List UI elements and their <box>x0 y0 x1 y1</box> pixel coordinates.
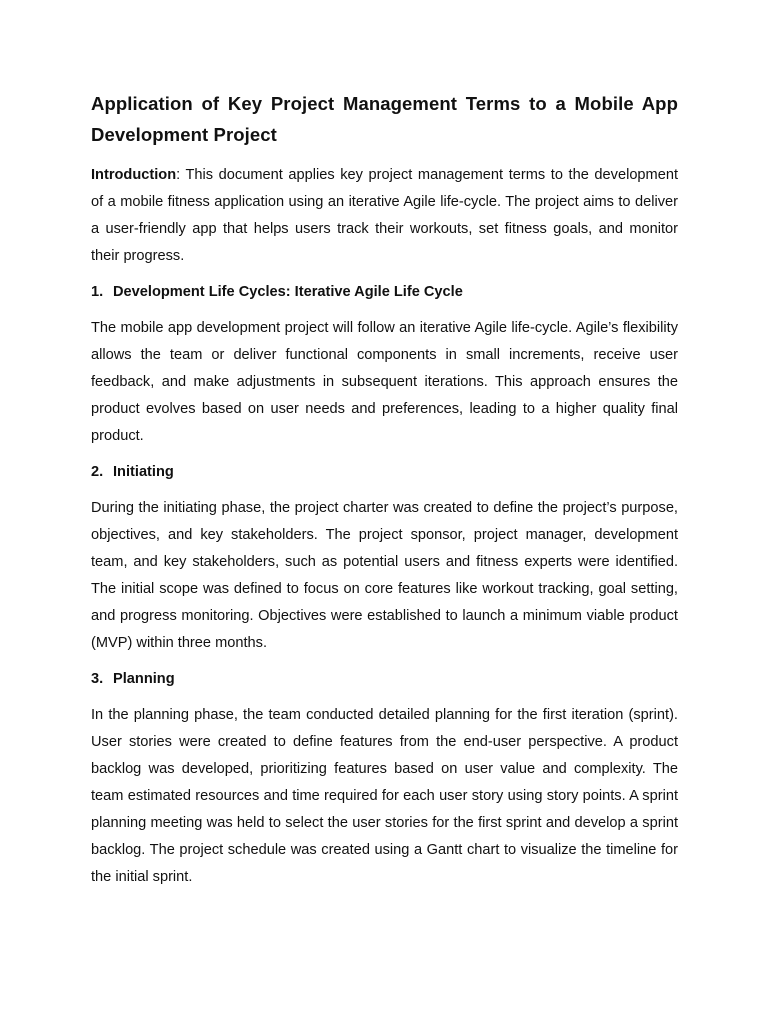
section-number-2: 2. <box>91 464 104 480</box>
intro-text: : This document applies key project management terms to the development of a mobile fitness application using an iterative Agile life-cycle. The project aims to deliver a user-friendly app that helps users track their workouts, set fitness goals, and monitor their progress. <box>91 167 678 264</box>
section-heading-1 <box>91 279 678 306</box>
intro-paragraph <box>91 162 678 270</box>
intro-label: Introduction <box>91 167 177 183</box>
section-body-3: In the planning phase, the team conducted detailed planning for the first iteration (sprint). User stories were created to define features from the end-user perspective. A product backlog was developed, prioritizing features based on user value and complexity. The team estimated resources and time required for each user story using story points. A sprint planning meeting was held to select the user stories for the first sprint and develop a sprint backlog. The project schedule was created using a Gantt chart to visualize the timeline for the initial sprint. <box>91 707 678 885</box>
section-title-3: Planning <box>113 671 175 687</box>
section-title-1: Development Life Cycles: Iterative Agile Life Cycle <box>113 284 463 300</box>
section-number-1: 1. <box>91 284 104 300</box>
section-body-2: During the initiating phase, the project charter was created to define the project’s purpose, objectives, and key stakeholders. The project sponsor, project manager, development team, and key stakeholders, such as potential users and fitness experts were identified. The initial scope was defined to focus on core features like workout tracking, goal setting, and progress monitoring. Objectives were established to launch a minimum viable product (MVP) within three months. <box>91 500 678 651</box>
section-heading-2 <box>91 459 678 486</box>
section-number-3: 3. <box>91 671 104 687</box>
document-title: Application of Key Project Management Terms to a Mobile App Development Project <box>91 93 678 145</box>
section-body-1: The mobile app development project will follow an iterative Agile life-cycle. Agile’s flexibility allows the team or deliver functional components in small increments, receive user feedback, and make adjustments in subsequent iterations. This approach ensures the product evolves based on user needs and preferences, leading to a higher quality final product. <box>91 320 678 444</box>
section-heading-3 <box>91 666 678 693</box>
section-title-2: Initiating <box>113 464 174 480</box>
